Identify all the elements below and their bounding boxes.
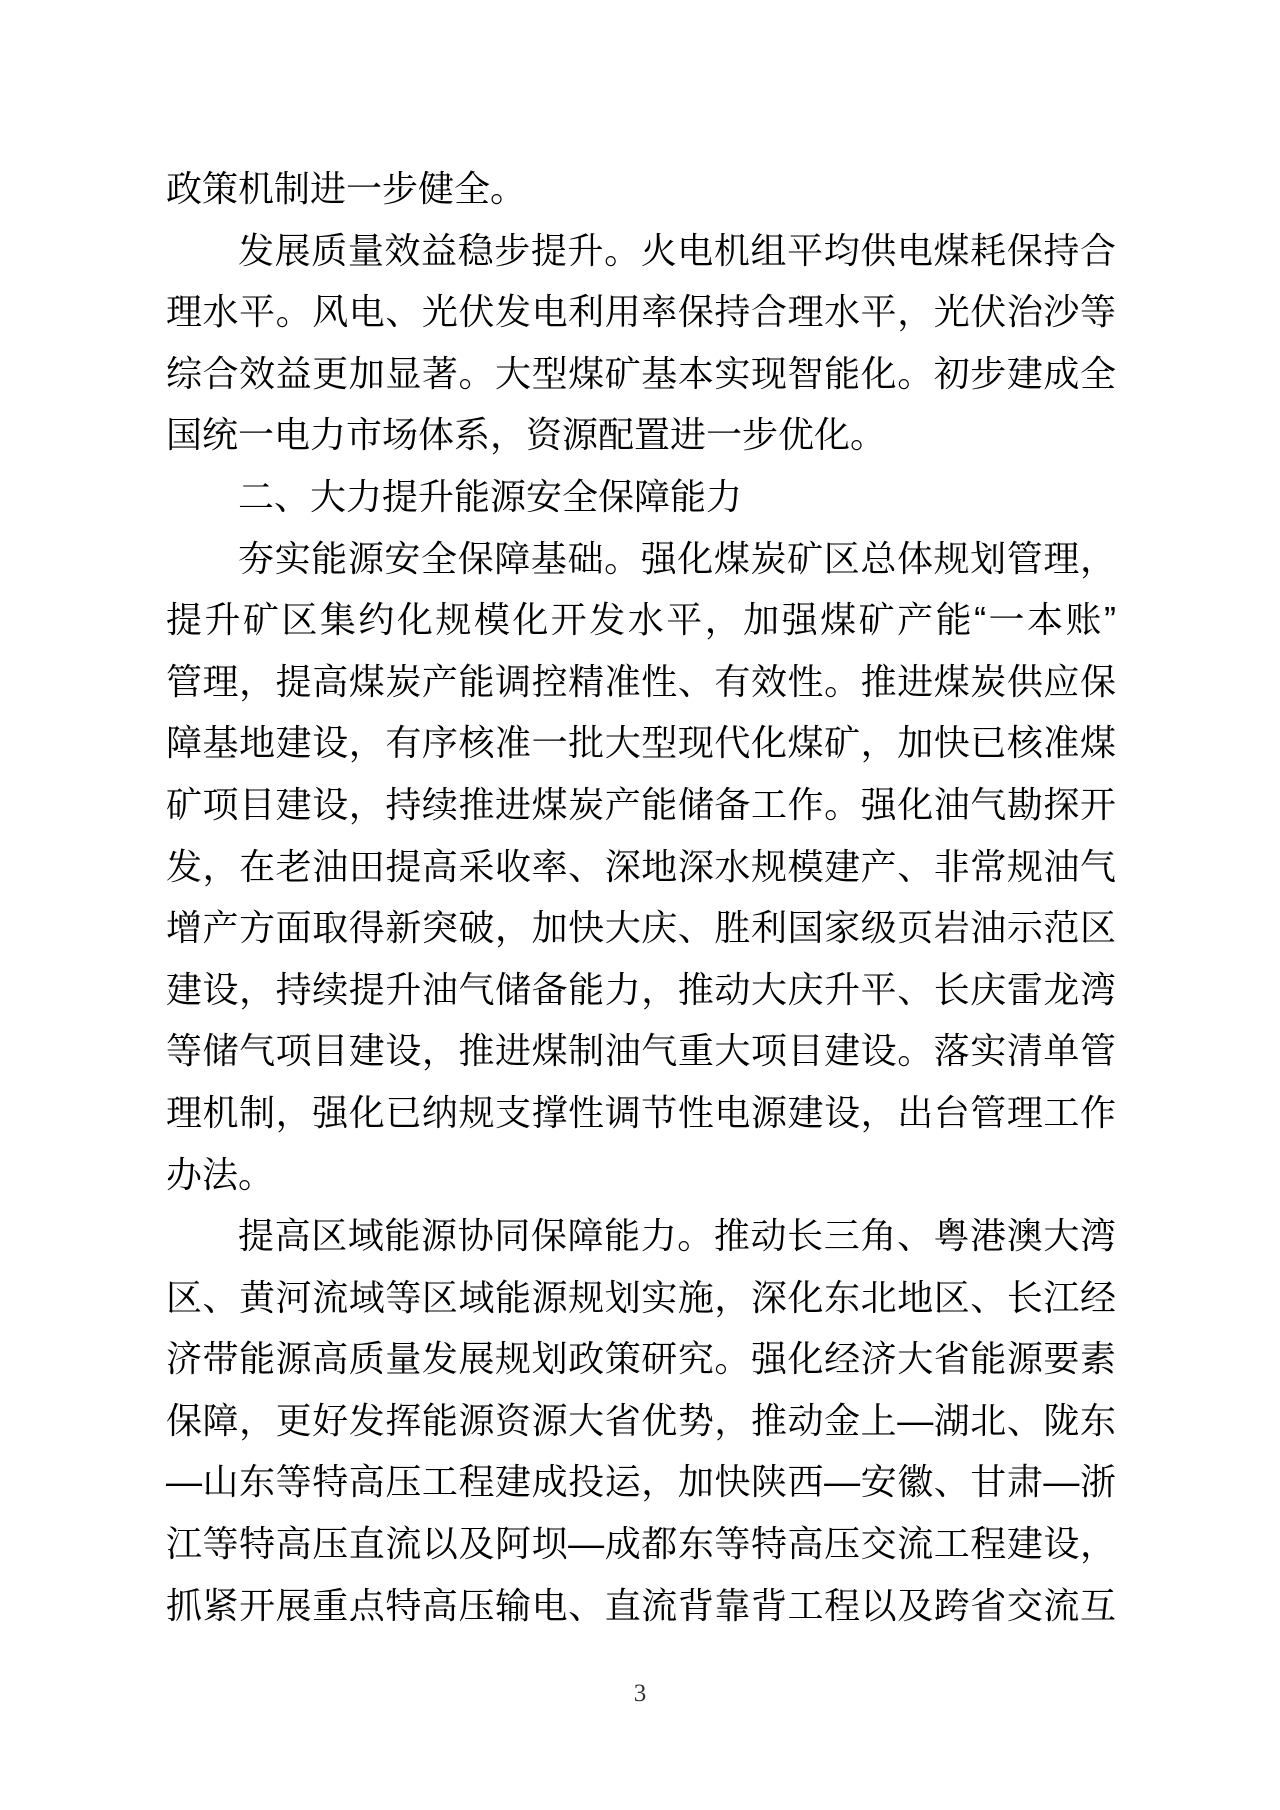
text-line: 夯实能源安全保障基础。强化煤炭矿区总体规划管理， bbox=[238, 537, 1116, 579]
section-heading-2 bbox=[166, 466, 1116, 528]
text-line: 抓紧开展重点特高压输电、直流背靠背工程以及跨省交流互 bbox=[166, 1584, 1116, 1626]
text-line: 障基地建设，有序核准一批大型现代化煤矿，加快已核准煤 bbox=[166, 722, 1116, 764]
text-line: 区、黄河流域等区域能源规划实施，深化东北地区、长江经 bbox=[166, 1276, 1116, 1318]
text-line: 发展质量效益稳步提升。火电机组平均供电煤耗保持合 bbox=[238, 229, 1116, 271]
text-line: —山东等特高压工程建成投运，加快陕西—安徽、甘肃—浙 bbox=[166, 1461, 1116, 1503]
paragraph-regional-coordination bbox=[166, 1205, 1116, 1636]
text-line: 理水平。风电、光伏发电利用率保持合理水平，光伏治沙等 bbox=[166, 291, 1116, 333]
text-line: 政策机制进一步健全。 bbox=[166, 168, 527, 209]
document-body bbox=[166, 158, 1116, 1636]
page-number: 3 bbox=[633, 1680, 647, 1707]
paragraph-energy-security bbox=[166, 528, 1116, 1206]
text-line: 提高区域能源协同保障能力。推动长三角、粤港澳大湾 bbox=[238, 1215, 1116, 1257]
text-line: 增产方面取得新突破，加快大庆、胜利国家级页岩油示范区 bbox=[166, 907, 1116, 949]
text-line: 综合效益更加显著。大型煤矿基本实现智能化。初步建成全 bbox=[166, 352, 1116, 394]
text-line: 保障，更好发挥能源资源大省优势，推动金上—湖北、陇东 bbox=[166, 1399, 1116, 1441]
heading-line: 二、大力提升能源安全保障能力 bbox=[238, 475, 743, 517]
text-line: 江等特高压直流以及阿坝—成都东等特高压交流工程建设， bbox=[166, 1523, 1116, 1565]
text-line: 等储气项目建设，推进煤制油气重大项目建设。落实清单管 bbox=[166, 1030, 1116, 1072]
text-line: 建设，持续提升油气储备能力，推动大庆升平、长庆雷龙湾 bbox=[166, 968, 1116, 1010]
paragraph-quality-benefits bbox=[166, 220, 1116, 466]
paragraph-continuation bbox=[166, 158, 1116, 220]
text-line: 矿项目建设，持续推进煤炭产能储备工作。强化油气勘探开 bbox=[166, 783, 1116, 825]
text-line: 办法。 bbox=[166, 1153, 275, 1195]
text-line: 管理，提高煤炭产能调控精准性、有效性。推进煤炭供应保 bbox=[166, 660, 1116, 702]
text-line: 提升矿区集约化规模化开发水平，加强煤矿产能“一本账” bbox=[166, 599, 1116, 641]
text-line: 国统一电力市场体系，资源配置进一步优化。 bbox=[166, 414, 887, 456]
text-line: 理机制，强化已纳规支撑性调节性电源建设，出台管理工作 bbox=[166, 1091, 1116, 1133]
text-line: 济带能源高质量发展规划政策研究。强化经济大省能源要素 bbox=[166, 1338, 1116, 1380]
text-line: 发，在老油田提高采收率、深地深水规模建产、非常规油气 bbox=[166, 845, 1116, 887]
